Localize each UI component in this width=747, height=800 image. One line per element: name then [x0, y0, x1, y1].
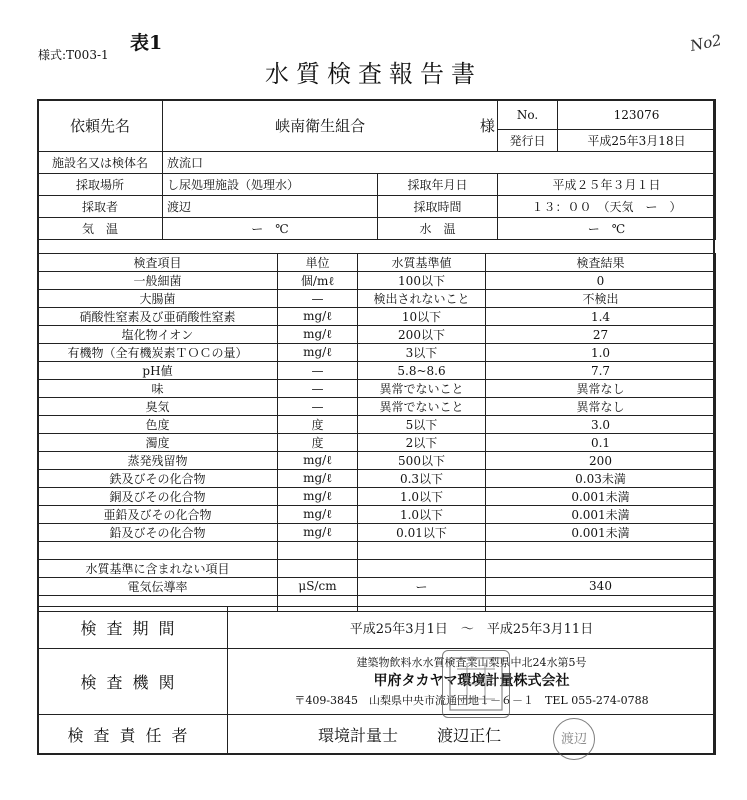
row-unit: 個/mℓ: [278, 272, 358, 290]
site-label: 採取場所: [38, 174, 163, 196]
row-item: 鉄及びその化合物: [38, 470, 278, 488]
row-standard: 異常でないこと: [358, 380, 486, 398]
footer-table: [37, 606, 716, 755]
row-unit: mg/ℓ: [278, 470, 358, 488]
water-temp-value: ー ℃: [498, 218, 716, 240]
document-title: 水質検査報告書: [265, 60, 482, 88]
extra-items-label: 水質基準に含まれない項目: [38, 559, 278, 577]
row-standard: 1.0以下: [358, 506, 486, 524]
table-row: [38, 326, 716, 344]
site-value: し尿処理施設（処理水）: [163, 174, 378, 196]
row-item: 味: [38, 380, 278, 398]
table-row: [38, 290, 716, 308]
row-result: 1.4: [486, 308, 716, 326]
row-standard: 1.0以下: [358, 488, 486, 506]
issue-date: 平成25年3月18日: [558, 130, 716, 152]
table-label: 表1: [130, 32, 163, 54]
table-row: [38, 362, 716, 380]
row-item: 塩化物イオン: [38, 326, 278, 344]
report-number: 123076: [558, 100, 716, 130]
row-item: 鉛及びその化合物: [38, 524, 278, 542]
row-result: 不検出: [486, 290, 716, 308]
row-standard: 2以下: [358, 434, 486, 452]
row-standard: 0.01以下: [358, 524, 486, 542]
row-result: 異常なし: [486, 398, 716, 416]
row-result: 0.03未満: [486, 470, 716, 488]
blank-cell: [278, 542, 358, 560]
header-result: 検査結果: [486, 254, 716, 272]
row-standard: 5.8~8.6: [358, 362, 486, 380]
responsible-label: 検査責任者: [38, 715, 228, 755]
sampling-date: 平成２５年３月１日: [498, 174, 716, 196]
row-item: 有機物（全有機炭素ＴＯＣの量）: [38, 344, 278, 362]
row-unit: mg/ℓ: [278, 452, 358, 470]
lab-address: 〒409-3845 山梨県中央市流通団地１－６－１ TEL 055-274-0788: [294, 694, 649, 707]
table-row: [38, 380, 716, 398]
row-item: 一般細菌: [38, 272, 278, 290]
blank-cell: [486, 559, 716, 577]
sampling-date-label: 採取年月日: [378, 174, 498, 196]
header-item: 検査項目: [38, 254, 278, 272]
row-standard: 検出されないこと: [358, 290, 486, 308]
period-value: 平成25年3月1日 ～ 平成25年3月11日: [228, 607, 716, 649]
table-row: [38, 434, 716, 452]
table-row: [38, 524, 716, 542]
responsible-info: [228, 715, 716, 755]
no-label: No.: [498, 100, 558, 130]
row-result: 0.001未満: [486, 506, 716, 524]
period-label: 検査期間: [38, 607, 228, 649]
table-row: [38, 398, 716, 416]
requester-value: 峡南衛生組合: [275, 117, 366, 135]
row-unit: —: [278, 362, 358, 380]
company-seal-icon: [447, 655, 505, 713]
table-row: [38, 506, 716, 524]
row-result: 1.0: [486, 344, 716, 362]
table-row: [38, 416, 716, 434]
row-standard: 0.3以下: [358, 470, 486, 488]
blank-row: [38, 542, 716, 560]
responsible-title: 環境計量士: [318, 726, 399, 745]
row-item: 大腸菌: [38, 290, 278, 308]
results-header-row: [38, 254, 716, 272]
table-row: [38, 308, 716, 326]
collector-value: 渡辺: [163, 196, 378, 218]
conductivity-standard: ー: [358, 577, 486, 595]
blank-cell: [38, 542, 278, 560]
requester-suffix: 様: [479, 117, 495, 135]
sample-info-table: [37, 99, 716, 240]
row-item: 蒸発残留物: [38, 452, 278, 470]
facility-value: 放流口: [163, 152, 716, 174]
row-item: 濁度: [38, 434, 278, 452]
row-item: pH値: [38, 362, 278, 380]
row-unit: 度: [278, 434, 358, 452]
table-row: [38, 344, 716, 362]
sampling-time-label: 採取時間: [378, 196, 498, 218]
handwritten-note: No2: [688, 30, 724, 56]
row-standard: 3以下: [358, 344, 486, 362]
row-item: 亜鉛及びその化合物: [38, 506, 278, 524]
row-standard: 5以下: [358, 416, 486, 434]
row-result: 200: [486, 452, 716, 470]
row-unit: —: [278, 380, 358, 398]
responsible-name: 渡辺正仁: [437, 726, 502, 745]
row-unit: mg/ℓ: [278, 506, 358, 524]
row-unit: mg/ℓ: [278, 488, 358, 506]
lab-name: 甲府タカヤマ環境計量株式会社: [373, 673, 570, 689]
row-item: 硝酸性窒素及び亜硝酸性窒素: [38, 308, 278, 326]
row-standard: 10以下: [358, 308, 486, 326]
row-result: 0: [486, 272, 716, 290]
table-row: [38, 452, 716, 470]
issue-date-label: 発行日: [498, 130, 558, 152]
conductivity-result: 340: [486, 577, 716, 595]
facility-label: 施設名又は検体名: [38, 152, 163, 174]
row-item: 銅及びその化合物: [38, 488, 278, 506]
blank-cell: [486, 542, 716, 560]
row-result: 0.001未満: [486, 488, 716, 506]
row-result: 7.7: [486, 362, 716, 380]
row-standard: 500以下: [358, 452, 486, 470]
blank-cell: [358, 542, 486, 560]
row-unit: 度: [278, 416, 358, 434]
requester-name: [163, 100, 498, 152]
extra-items-row: [38, 559, 716, 577]
row-result: 0.1: [486, 434, 716, 452]
lab-registration: 建築物飲料水水質検査業山梨県中北24水第5号: [356, 656, 587, 669]
row-result: 27: [486, 326, 716, 344]
company-seal: [442, 650, 510, 718]
row-unit: mg/ℓ: [278, 326, 358, 344]
row-unit: —: [278, 398, 358, 416]
header-standard: 水質基準値: [358, 254, 486, 272]
row-unit: —: [278, 290, 358, 308]
row-unit: mg/ℓ: [278, 308, 358, 326]
row-unit: mg/ℓ: [278, 344, 358, 362]
row-standard: 200以下: [358, 326, 486, 344]
row-standard: 100以下: [358, 272, 486, 290]
table-row: [38, 272, 716, 290]
conductivity-row: [38, 577, 716, 595]
header-unit: 単位: [278, 254, 358, 272]
table-row: [38, 488, 716, 506]
water-temp-label: 水 温: [378, 218, 498, 240]
requester-label: 依頼先名: [38, 100, 163, 152]
lab-label: 検査機関: [38, 649, 228, 715]
row-unit: mg/ℓ: [278, 524, 358, 542]
sampling-time: １３：００ （天気 ー ）: [498, 196, 716, 218]
row-result: 異常なし: [486, 380, 716, 398]
collector-label: 採取者: [38, 196, 163, 218]
row-result: 3.0: [486, 416, 716, 434]
row-standard: 異常でないこと: [358, 398, 486, 416]
row-item: 臭気: [38, 398, 278, 416]
form-code: 様式:T003-1: [38, 48, 109, 62]
conductivity-unit: μS/cm: [278, 577, 358, 595]
blank-cell: [358, 559, 486, 577]
air-temp-value: ー ℃: [163, 218, 378, 240]
personal-seal: 渡辺: [553, 718, 595, 760]
conductivity-item: 電気伝導率: [38, 577, 278, 595]
row-item: 色度: [38, 416, 278, 434]
blank-cell: [278, 559, 358, 577]
air-temp-label: 気 温: [38, 218, 163, 240]
row-result: 0.001未満: [486, 524, 716, 542]
table-row: [38, 470, 716, 488]
results-table: [37, 253, 716, 612]
